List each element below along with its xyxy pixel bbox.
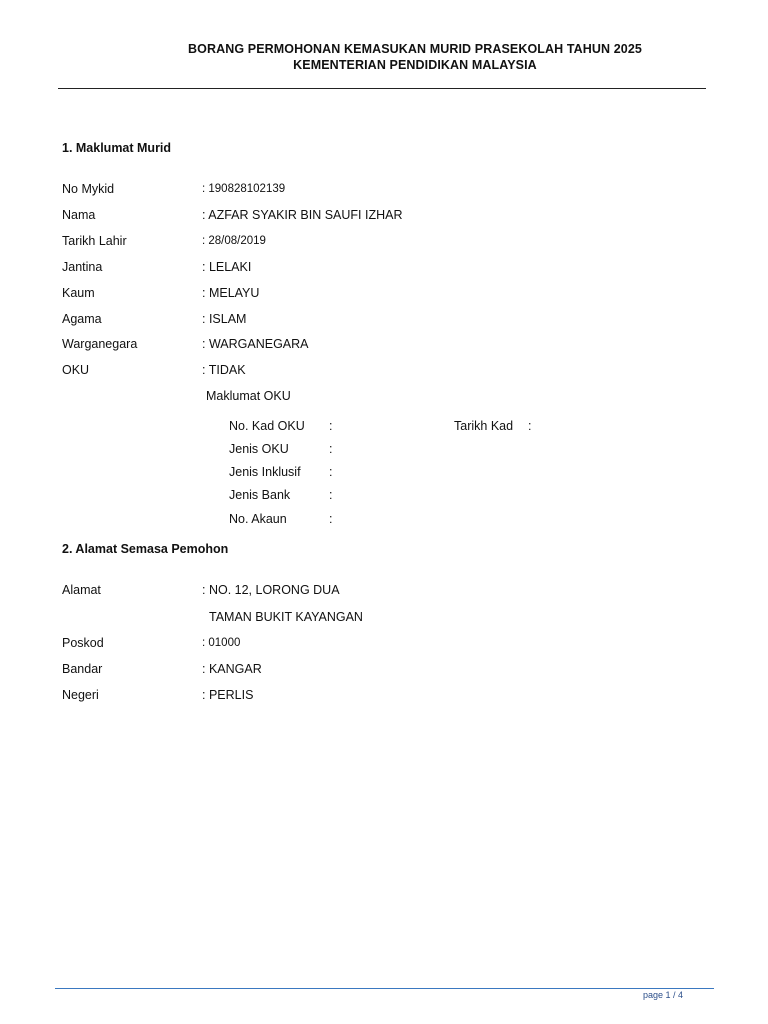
value-oku: : TIDAK [202, 363, 246, 377]
value-agama: : ISLAM [202, 312, 247, 326]
value-poskod: : 01000 [202, 637, 241, 649]
label-no-akaun: No. Akaun [229, 512, 287, 526]
label-jenis-oku: Jenis OKU [229, 442, 289, 456]
colon-jenis-bank: : [329, 488, 333, 502]
header-divider [58, 88, 706, 89]
label-jantina: Jantina [62, 260, 103, 274]
value-warganegara: : WARGANEGARA [202, 337, 309, 351]
label-tarikh-lahir: Tarikh Lahir [62, 234, 127, 248]
page-number: page 1 / 4 [643, 990, 684, 1000]
label-alamat: Alamat [62, 583, 101, 597]
colon-no-akaun: : [329, 512, 333, 526]
label-jenis-inklusif: Jenis Inklusif [229, 465, 301, 479]
label-poskod: Poskod [62, 636, 104, 650]
colon-jenis-inklusif: : [329, 465, 333, 479]
label-tarikh-kad: Tarikh Kad [454, 419, 514, 433]
label-mykid: No Mykid [62, 182, 115, 196]
label-oku: OKU [62, 363, 90, 377]
label-nama: Nama [62, 208, 96, 222]
document-header [150, 41, 680, 73]
value-bandar: : KANGAR [202, 662, 262, 676]
footer-divider [55, 988, 714, 989]
value-alamat-line1: : NO. 12, LORONG DUA [202, 583, 340, 597]
label-negeri: Negeri [62, 688, 99, 702]
value-alamat-line2: TAMAN BUKIT KAYANGAN [209, 610, 363, 624]
label-kaum: Kaum [62, 286, 95, 300]
colon-no-kad-oku: : [329, 419, 333, 433]
label-bandar: Bandar [62, 662, 103, 676]
colon-jenis-oku: : [329, 442, 333, 456]
ministry-title: KEMENTERIAN PENDIDIKAN MALAYSIA [293, 58, 537, 72]
section-title-alamat: 2. Alamat Semasa Pemohon [62, 542, 229, 556]
value-mykid: : 190828102139 [202, 183, 286, 195]
label-warganegara: Warganegara [62, 337, 138, 351]
value-negeri: : PERLIS [202, 688, 254, 702]
value-tarikh-lahir: : 28/08/2019 [202, 235, 266, 247]
value-nama: : AZFAR SYAKIR BIN SAUFI IZHAR [202, 208, 403, 222]
colon-tarikh-kad: : [528, 419, 532, 433]
label-jenis-bank: Jenis Bank [229, 488, 291, 502]
label-agama: Agama [62, 312, 102, 326]
label-no-kad-oku: No. Kad OKU [229, 419, 305, 433]
value-kaum: : MELAYU [202, 286, 260, 300]
oku-info-caption: Maklumat OKU [206, 389, 291, 403]
value-jantina: : LELAKI [202, 260, 252, 274]
section-title-maklumat-murid: 1. Maklumat Murid [62, 141, 172, 155]
form-title: BORANG PERMOHONAN KEMASUKAN MURID PRASEKOLAH TAHUN 2025 [188, 42, 642, 56]
